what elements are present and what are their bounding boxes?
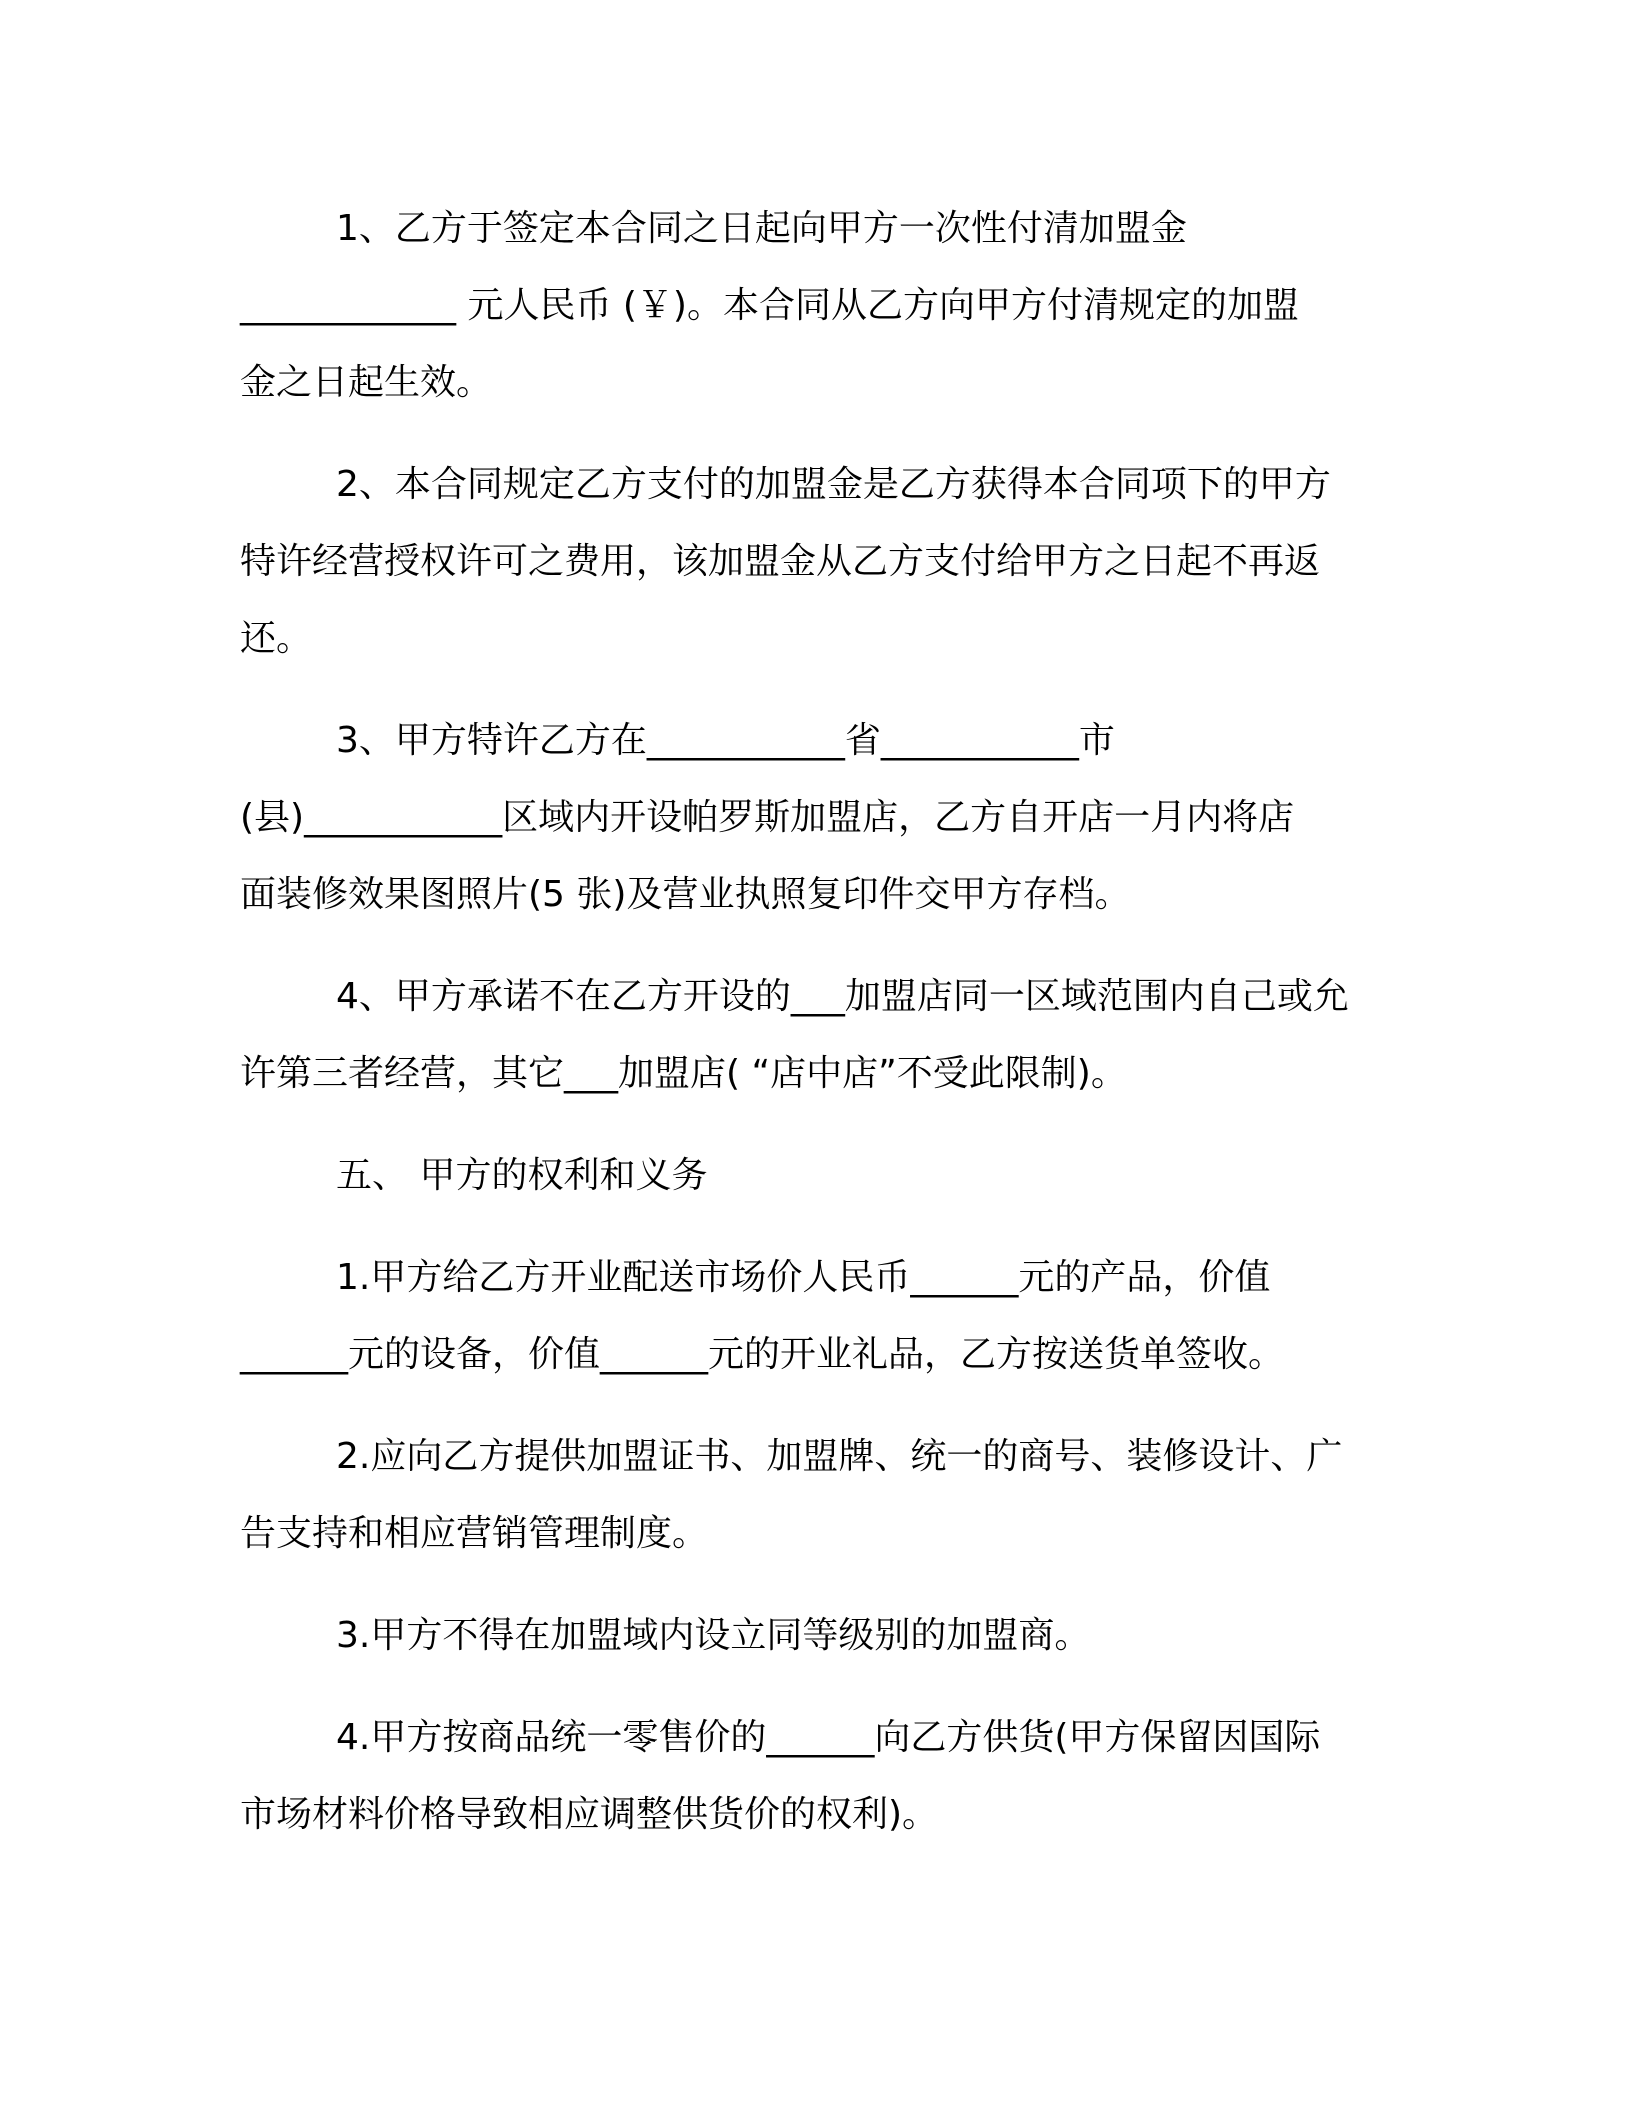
paragraph-line: 市场材料价格导致相应调整供货价的权利)。 — [240, 1794, 939, 1835]
paragraph-line: 2.应向乙方提供加盟证书、加盟牌、统一的商号、装修设计、广 — [336, 1436, 1343, 1477]
paragraph-line: ______元的设备，价值______元的开业礼品，乙方按送货单签收。 — [240, 1334, 1285, 1375]
paragraph-line: 面装修效果图照片(5 张)及营业执照复印件交甲方存档。 — [240, 874, 1131, 915]
document-page — [240, 190, 1390, 1878]
paragraph-line: 1.甲方给乙方开业配送市场价人民币______元的产品，价值 — [336, 1257, 1271, 1298]
paragraph-3 — [240, 702, 1390, 933]
paragraph-1 — [240, 190, 1390, 421]
paragraph-4 — [240, 958, 1390, 1112]
section-heading: 五、 甲方的权利和义务 — [336, 1155, 708, 1196]
paragraph-line: 3.甲方不得在加盟域内设立同等级别的加盟商。 — [336, 1615, 1091, 1656]
paragraph-2 — [240, 446, 1390, 677]
paragraph-line: 告支持和相应营销管理制度。 — [240, 1513, 709, 1554]
paragraph-line: 金之日起生效。 — [240, 362, 493, 403]
paragraph-line: (县)___________区域内开设帕罗斯加盟店，乙方自开店一月内将店 — [240, 797, 1295, 838]
section-item-3 — [240, 1597, 1390, 1674]
paragraph-line: 还。 — [240, 618, 313, 659]
section-item-1 — [240, 1239, 1390, 1393]
paragraph-line: 许第三者经营，其它___加盟店( “店中店”不受此限制)。 — [240, 1053, 1127, 1094]
paragraph-line: 1、乙方于签定本合同之日起向甲方一次性付清加盟金 — [336, 208, 1187, 249]
section-item-2 — [240, 1418, 1390, 1572]
paragraph-line: 2、本合同规定乙方支付的加盟金是乙方获得本合同项下的甲方 — [336, 464, 1331, 505]
paragraph-line: 4.甲方按商品统一零售价的______向乙方供货(甲方保留因国际 — [336, 1717, 1321, 1758]
paragraph-line: 3、甲方特许乙方在___________省___________市 — [336, 720, 1115, 761]
paragraph-line: 特许经营授权许可之费用，该加盟金从乙方支付给甲方之日起不再返 — [240, 541, 1321, 582]
paragraph-line: ____________ 元人民币 (￥)。本合同从乙方向甲方付清规定的加盟 — [240, 285, 1299, 326]
paragraph-line: 4、甲方承诺不在乙方开设的___加盟店同一区域范围内自己或允 — [336, 976, 1349, 1017]
section-item-4 — [240, 1699, 1390, 1853]
